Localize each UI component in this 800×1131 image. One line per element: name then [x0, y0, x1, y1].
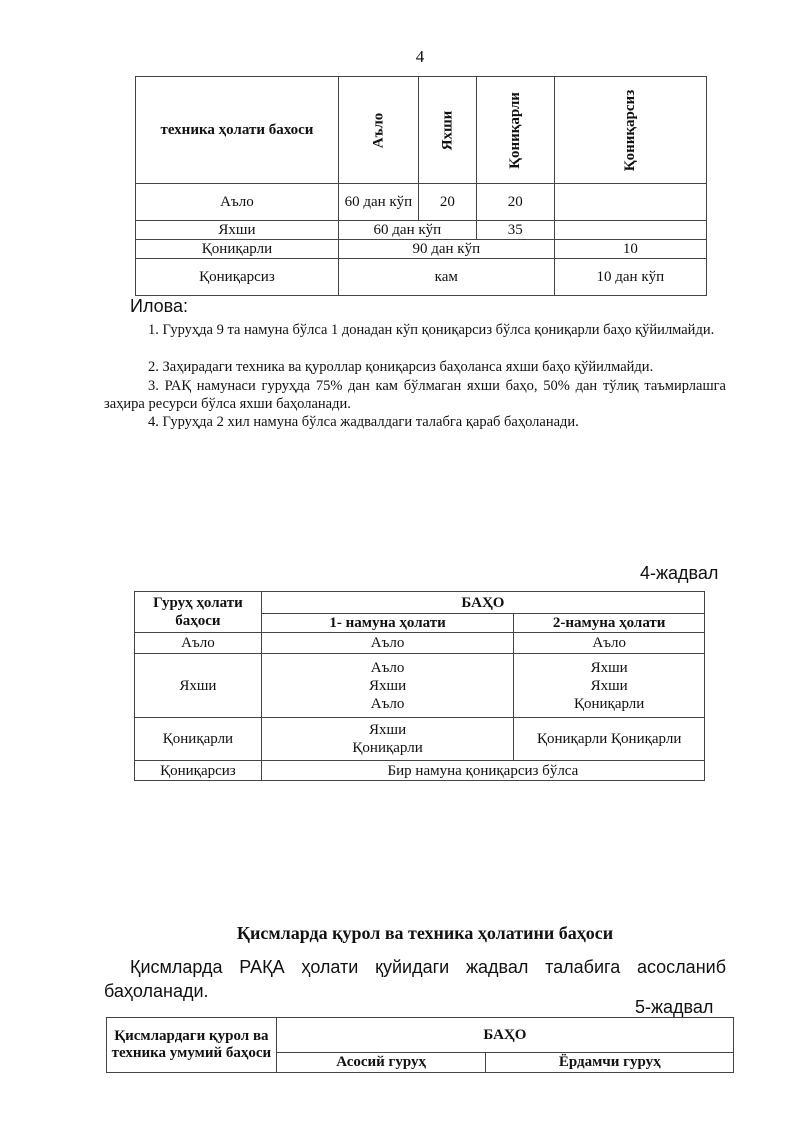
header-title: техника ҳолати бахоси: [136, 77, 339, 184]
header-state: Гуруҳ ҳолати баҳоси: [135, 592, 262, 633]
cell-line: Яхши: [590, 677, 628, 694]
row-label: Яхши: [136, 221, 339, 240]
table-row: [135, 718, 705, 761]
cell-line: Қониқарли: [574, 695, 645, 712]
header-main-group: Асосий гуруҳ: [276, 1053, 486, 1073]
note-4: 4. Гуруҳда 2 хил намуна бўлса жадвалдаги талабга қараб баҳоланади.: [148, 414, 579, 430]
table-row: [135, 654, 705, 718]
row-label: Қониқарсиз: [136, 259, 339, 296]
note-2: 2. Заҳирадаги техника ва қуроллар қониқарсиз баҳоланса яхши баҳо қўйилмайди.: [148, 359, 654, 375]
cell: 35: [476, 221, 554, 240]
header-overall: Қисмлардаги қурол ва техника умумий баҳоси: [107, 1018, 277, 1073]
cell: 20: [418, 184, 476, 221]
cell: 60 дан кўп: [338, 184, 418, 221]
table-4-caption: 4-жадвал: [640, 563, 719, 583]
section-heading: Қисмларда қурол ва техника ҳолатини баҳоси: [236, 923, 614, 943]
row-label: Аъло: [136, 184, 339, 221]
cell: [554, 184, 706, 221]
cell-line: Яхши: [590, 659, 628, 676]
table-row: [136, 221, 707, 240]
evaluation-table-4: [134, 591, 705, 781]
note-3: 3. РАҚ намунаси гуруҳда 75% дан кам бўлмаган яхши баҳо, 50% дан тўлиқ таъмирлашга заҳира ресурси бўлса яхши баҳоланади.: [104, 378, 726, 412]
cell: 60 дан кўп: [338, 221, 476, 240]
cell: 10 дан кўп: [554, 259, 706, 296]
cell: [261, 718, 513, 761]
cell: [514, 654, 705, 718]
header-grade: БАҲО: [261, 592, 704, 614]
header-col-satisfactory: Қониқарли: [476, 77, 554, 184]
cell: 20: [476, 184, 554, 221]
cell: [261, 654, 513, 718]
row-label: Яхши: [135, 654, 262, 718]
notes-heading: Илова:: [130, 296, 189, 316]
cell: 90 дан кўп: [338, 240, 554, 259]
cell-line: Аъло: [370, 659, 405, 676]
table-row: [135, 633, 705, 654]
cell-line: Қониқарли: [352, 740, 423, 756]
cell: [554, 221, 706, 240]
header-aux-group: Ёрдамчи гуруҳ: [486, 1053, 734, 1073]
table-row: [135, 761, 705, 781]
section-paragraph: Қисмларда РАҚА ҳолати қуйидаги жадвал талабига асосланиб баҳоланади.: [104, 957, 726, 1001]
table-5-caption: 5-жадвал: [635, 997, 714, 1017]
header-grade: БАҲО: [276, 1018, 733, 1053]
cell: кам: [338, 259, 554, 296]
header-sample-1: 1- намуна ҳолати: [261, 614, 513, 633]
row-label: Қониқарли: [136, 240, 339, 259]
header-col-good: Яхши: [418, 77, 476, 184]
note-1: 1. Гуруҳда 9 та намуна бўлса 1 донадан кўп қониқарсиз бўлса қониқарли баҳо қўйилмайди.: [148, 322, 715, 338]
cell: Бир намуна қониқарсиз бўлса: [261, 761, 704, 781]
evaluation-table-1: [135, 76, 707, 296]
header-sample-2: 2-намуна ҳолати: [514, 614, 705, 633]
cell: 10: [554, 240, 706, 259]
row-label: Аъло: [135, 633, 262, 654]
table-row: [136, 184, 707, 221]
table-row: [135, 592, 705, 614]
cell: Аъло: [514, 633, 705, 654]
cell: Аъло: [261, 633, 513, 654]
evaluation-table-5: [106, 1017, 734, 1073]
cell-line: Яхши: [369, 722, 407, 738]
cell-line: Аъло: [370, 695, 405, 712]
page-number: 4: [415, 47, 425, 66]
cell: Қониқарли Қониқарли: [514, 718, 705, 761]
row-label: Қониқарли: [135, 718, 262, 761]
cell-line: Яхши: [369, 677, 407, 694]
row-label: Қониқарсиз: [135, 761, 262, 781]
table-row: [136, 259, 707, 296]
header-col-excellent: Аъло: [338, 77, 418, 184]
table-row: [107, 1018, 734, 1053]
table-row: [136, 77, 707, 184]
table-row: [136, 240, 707, 259]
header-col-unsatisfactory: Қониқарсиз: [554, 77, 706, 184]
